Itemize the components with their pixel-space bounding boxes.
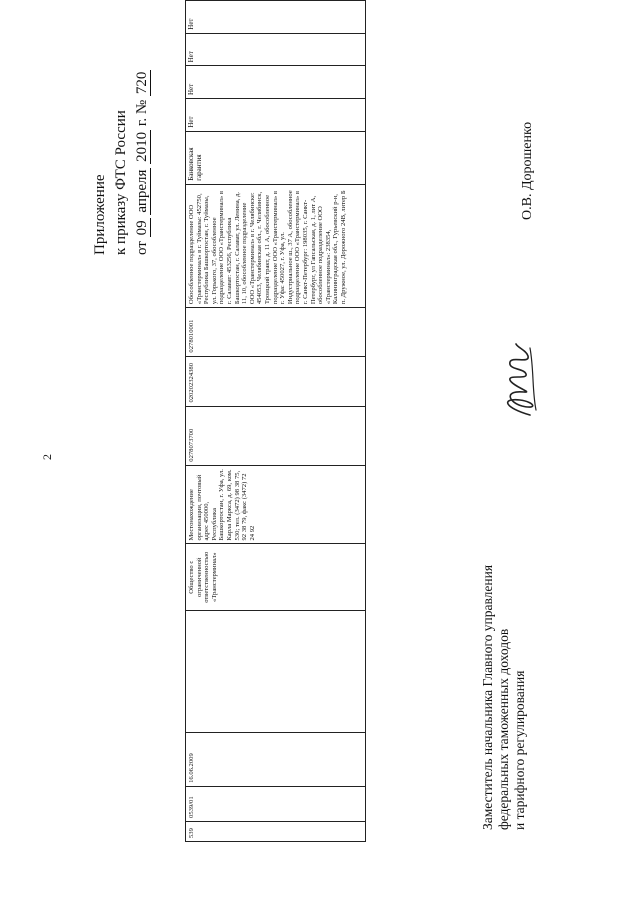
page-number: 2 [40,454,54,460]
cell-guarantee [186,131,366,184]
signatory-title [480,565,528,830]
cell-empty [186,610,366,732]
cell-inn: 0278073700 [186,406,366,465]
cell-address: Местонахождение организации, почтовый адрес 450000, Республика Башкортостан, г. Уфа, ул. Карла Маркса, д. 69, ком. 530; тел. (3472) 98 38 75, 92 38 79, факс (3472) 72 24 92 [186,465,366,544]
table-row [186,1,366,842]
cell-code: 0539/01 [186,786,366,821]
appendix-header [90,70,153,255]
signatory-title-line3: и тарифного регулирования [512,670,527,830]
registry-table [185,0,366,842]
cell-num: 539 [186,821,366,841]
date-prefix: от [134,241,150,255]
no-text-3: Нет [187,51,195,63]
cell-date: 16.06.2009 [186,733,366,787]
cell-organization: Общество с ограниченной ответственностью «Транстерминал» [186,544,366,610]
cell-no-3 [186,33,366,66]
appendix-order-ref: к приказу ФТС России [113,110,129,255]
no-text-1: Нет [187,116,195,128]
signatory-title-line1: Заместитель начальника Главного управления [480,564,495,830]
signatory-title-line2: федеральных таможенных доходов [496,628,511,830]
guarantee-text: Банковская гарантия [187,147,203,181]
no-text-4: Нет [187,18,195,30]
signer-name: О.В. Дорошенко [520,121,535,220]
cell-no-4 [186,1,366,34]
cell-subdivisions: Обособленное подразделение ООО «Транстерминал» в г. Туймазы: 452750, Республика Башкортостан, г. Туймазы, ул. Горького, 37, обособленное подразделение ООО «Транстерминал» в г. Салават: 453256, Республика Башкортостан, г. Салават, ул. Ленина, д. 11, 10, обособленное подразделение ООО «Транстерминал» в г. Челябинске: 454053, Челябинская обл., г. Челябинск, Троицкий тракт, д. 11 А, обособленное подразделение ООО «Транстерминал» в г. Уфа: 450027, г. Уфа, ул. Индустриальное ш., 37 А, обособленное подразделение ООО «Транстерминал» в г. Санкт-Петербург: 198035, г. Санкт-Петербург, ул Гапсальская, д. 1, лит А, обособленное подразделение ООО «Транстерминал»: 238354, Калининградская обл., Гурьевский р-н, п. Дружное, ул. Дорожного 24В, литер Б [186,184,366,307]
appendix-title: Приложение [92,174,108,255]
date-year: 2010 [134,131,150,162]
date-day: 09 [134,220,150,236]
appendix-order-date [132,70,153,255]
no-text-2: Нет [187,83,195,96]
cell-no-1 [186,99,366,132]
date-year-suffix: г. № [134,99,150,127]
cell-ogrn-part: 0278010001 [186,308,366,356]
cell-kpp: 020202324380 [186,356,366,406]
order-number: 720 [134,71,150,95]
date-month: апреля [134,169,150,213]
cell-no-2 [186,66,366,99]
handwritten-signature-icon [490,340,550,420]
